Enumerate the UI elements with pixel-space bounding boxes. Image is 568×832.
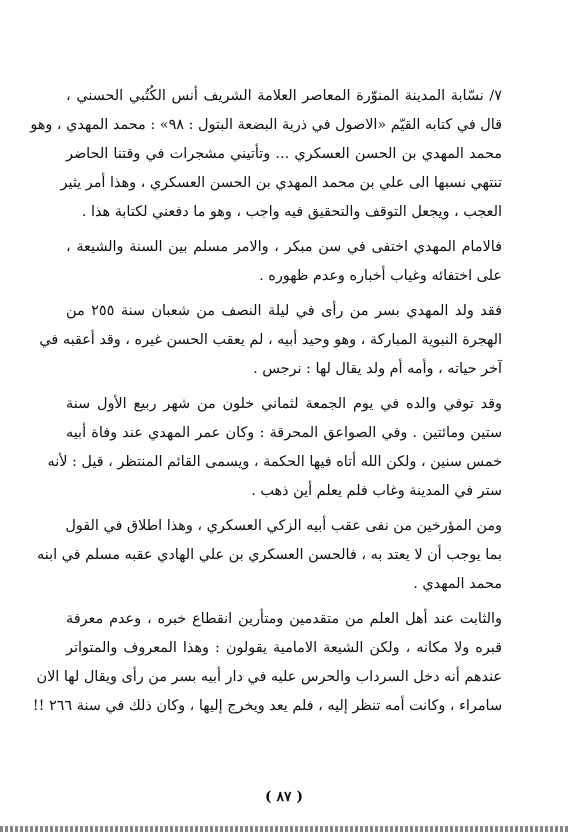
text-line: قبره ولا مكانه ، ولكن الشيعة الامامية يقولون : وهذا المعروف والمتواتر	[66, 640, 502, 656]
text-line: محمد المهدي .	[413, 576, 502, 592]
text-line: ومن المؤرخين من نفى عقب أبيه الزكي العسكري ، وهذا اطلاق في القول	[65, 518, 502, 534]
paragraph	[32, 605, 502, 721]
scan-edge	[0, 826, 568, 832]
text-line: فقد ولد المهدي بسر من رأى في ليلة النصف من شعبان سنة ٢٥٥ من	[66, 303, 502, 319]
text-line: والثابت عند أهل العلم من متقدمين ومتأرين انقطاع خبره ، وعدم معرفة	[66, 611, 502, 627]
page-number: ( ٨٧ )	[264, 789, 304, 805]
paragraph	[47, 390, 502, 506]
text-line: وقد توفي والده في يوم الجمعة لثماني خلون من شهر ربيع الأول سنة	[66, 396, 502, 412]
text-line: ستر في المدينة وغاب فلم يعلم أين ذهب .	[251, 483, 502, 499]
text-line: بما يوجب أن لا يعتد به ، فالحسن العسكري بن علي الهادي عقبه مسلم في ابنه	[37, 547, 502, 563]
paragraph	[39, 297, 502, 384]
text-line: محمد المهدي بن الحسن العسكري ... وتأتيني مشجرات في وقتنا الحاضر	[66, 146, 502, 162]
paragraph	[66, 233, 502, 291]
text-line: ستين ومائتين . وفي الصواعق المحرقة : وكان عمر المهدي عند وفاة أبيه	[66, 425, 502, 441]
text-line: العجب ، ويجعل التوقف والتحقيق فيه واجب ، وهو ما دفعني لكتابة هذا .	[81, 204, 502, 220]
text-line: تنتهي نسبها الى علي بن محمد المهدي بن الحسن العسكري ، وهذا أمر يثير	[60, 175, 502, 191]
text-line: عندهم أنه دخل السرداب والحرس عليه في دار أبيه بسر من رأى ويقال لها الان	[36, 669, 502, 685]
text-line: الهجرة النبوية المباركة ، وهو وحيد أبيه ، لم يعقب الحسن غيره ، وقد أعقبه في	[39, 332, 502, 348]
body-text	[30, 82, 502, 721]
paragraph	[30, 82, 502, 227]
text-line: قال في كتابه القيّم «الاصول في ذرية البضعة البتول : ٩٨» : محمد المهدي ، وهو	[30, 117, 502, 133]
text-line: آخر حياته ، وأمه أم ولد يقال لها : نرجس .	[253, 361, 502, 377]
text-line: فالامام المهدي اختفى في سن مبكر ، والامر مسلم بين السنة والشيعة ،	[66, 239, 502, 255]
text-line: سامراء ، وكانت أمه تنظر إليه ، فلم يعد ويخرج إليها ، وكان ذلك في سنة ٢٦٦ !!	[32, 698, 502, 714]
text-line: خمس سنين ، ولكن الله أتاه فيها الحكمة ، ويسمى القائم المنتظر ، قيل : لأنه	[47, 454, 502, 470]
text-line: على اختفائه وغياب أخباره وعدم ظهوره .	[259, 268, 502, 284]
text-line: ٧/ نسّابة المدينة المنوّرة المعاصر العلامة الشريف أنس الكُتُبي الحسني ،	[66, 88, 502, 104]
paragraph	[37, 512, 502, 599]
